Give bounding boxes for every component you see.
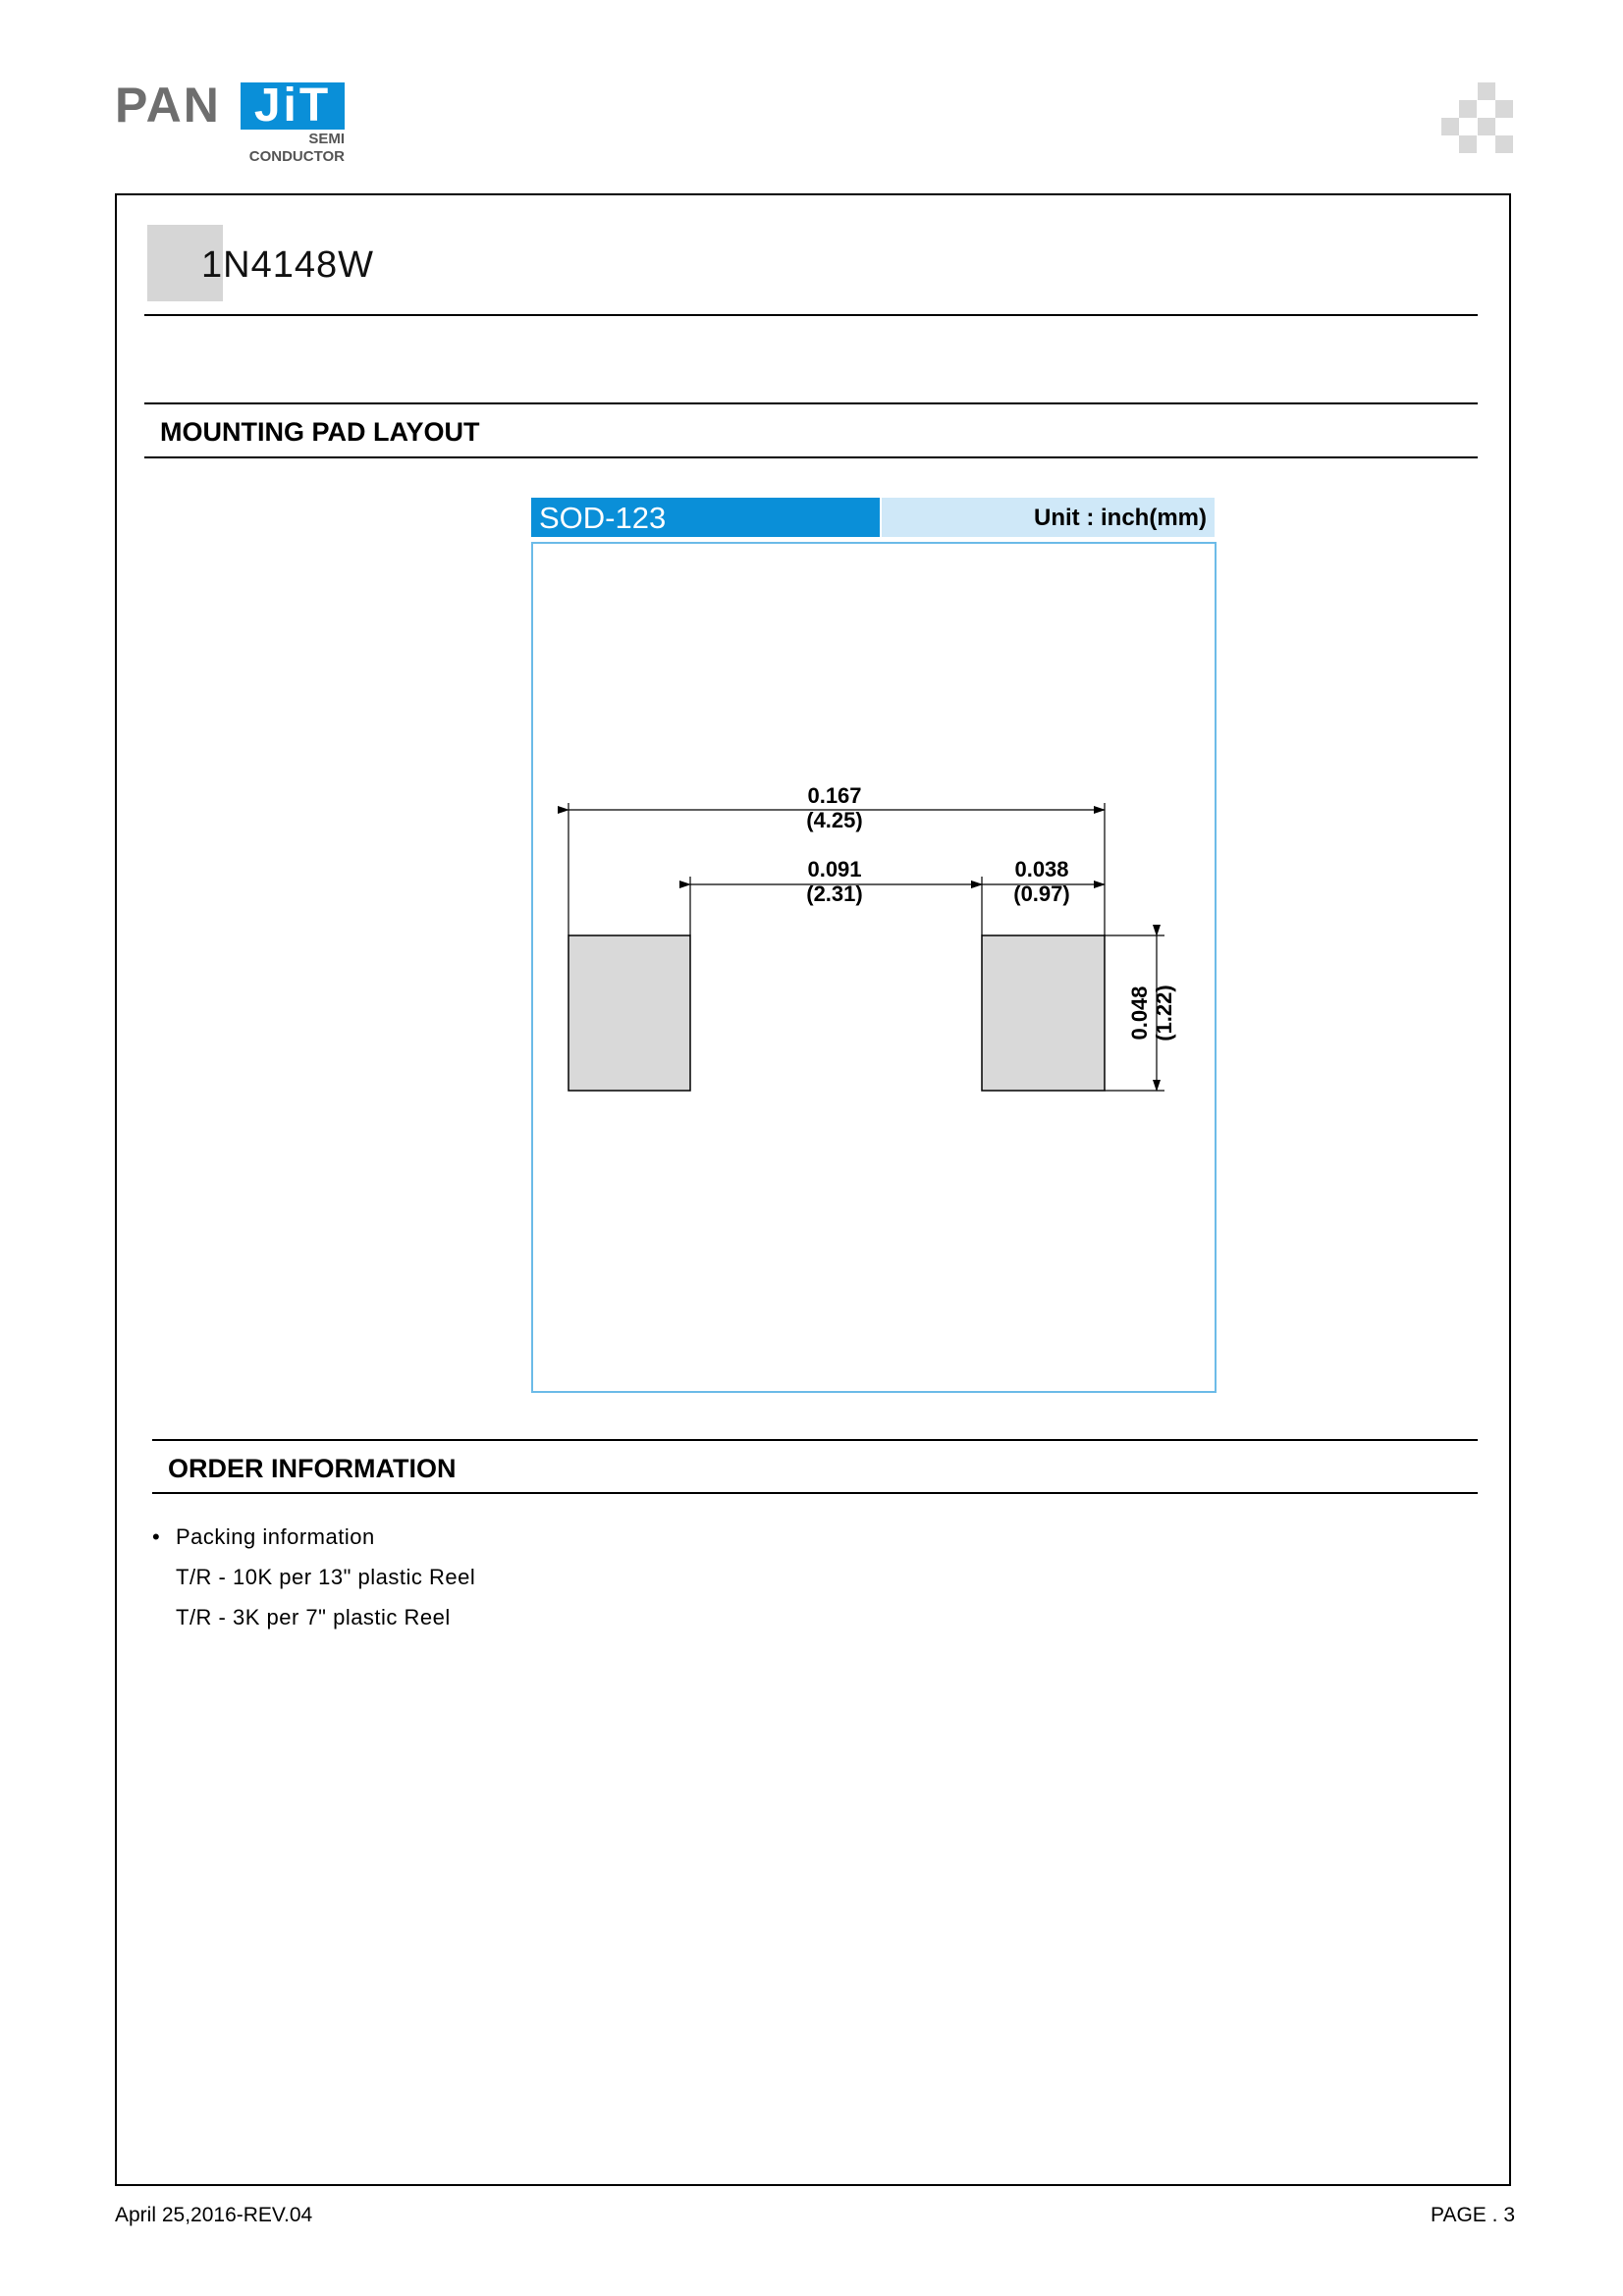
logo-conductor-text: CONDUCTOR bbox=[248, 148, 345, 165]
dim-gap-label bbox=[785, 857, 884, 906]
right-pad bbox=[982, 935, 1105, 1091]
dim-overall-label bbox=[785, 783, 884, 832]
footer-page-number: PAGE . 3 bbox=[1431, 2204, 1515, 2226]
dim-pad-height-mm: (1.22) bbox=[1152, 985, 1176, 1041]
left-pad bbox=[568, 935, 690, 1091]
logo-jit-text: JiT bbox=[241, 82, 345, 130]
packing-line-2: T/R - 3K per 7" plastic Reel bbox=[176, 1605, 451, 1629]
dim-pad-height-inch: 0.048 bbox=[1127, 986, 1152, 1041]
bullet-icon: • bbox=[152, 1524, 161, 1549]
packing-line-1: T/R - 10K per 13" plastic Reel bbox=[176, 1565, 476, 1589]
packing-info-label: Packing information bbox=[176, 1524, 375, 1549]
order-divider-top bbox=[152, 1439, 1478, 1441]
page-title: 1N4148W bbox=[201, 244, 374, 286]
dim-gap-mm: (2.31) bbox=[806, 881, 863, 906]
order-section-title: ORDER INFORMATION bbox=[168, 1454, 457, 1483]
dim-pad-width-mm: (0.97) bbox=[1013, 881, 1070, 906]
dim-pad-width-label bbox=[993, 857, 1091, 906]
logo-semi-text: SEMI bbox=[308, 131, 345, 147]
order-divider-bottom bbox=[152, 1492, 1478, 1494]
logo-pan-text: PAN bbox=[115, 78, 221, 133]
dim-overall-mm: (4.25) bbox=[806, 808, 863, 832]
mounting-section-title: MOUNTING PAD LAYOUT bbox=[160, 417, 480, 447]
dim-overall-inch: 0.167 bbox=[807, 783, 862, 808]
package-label: SOD-123 bbox=[531, 498, 880, 537]
dim-gap-inch: 0.091 bbox=[807, 857, 862, 881]
dim-pad-width-inch: 0.038 bbox=[1014, 857, 1069, 881]
dim-pad-height-label bbox=[1127, 964, 1176, 1062]
unit-label: Unit : inch(mm) bbox=[882, 498, 1215, 537]
footer-date-revision: April 25,2016-REV.04 bbox=[115, 2204, 313, 2226]
